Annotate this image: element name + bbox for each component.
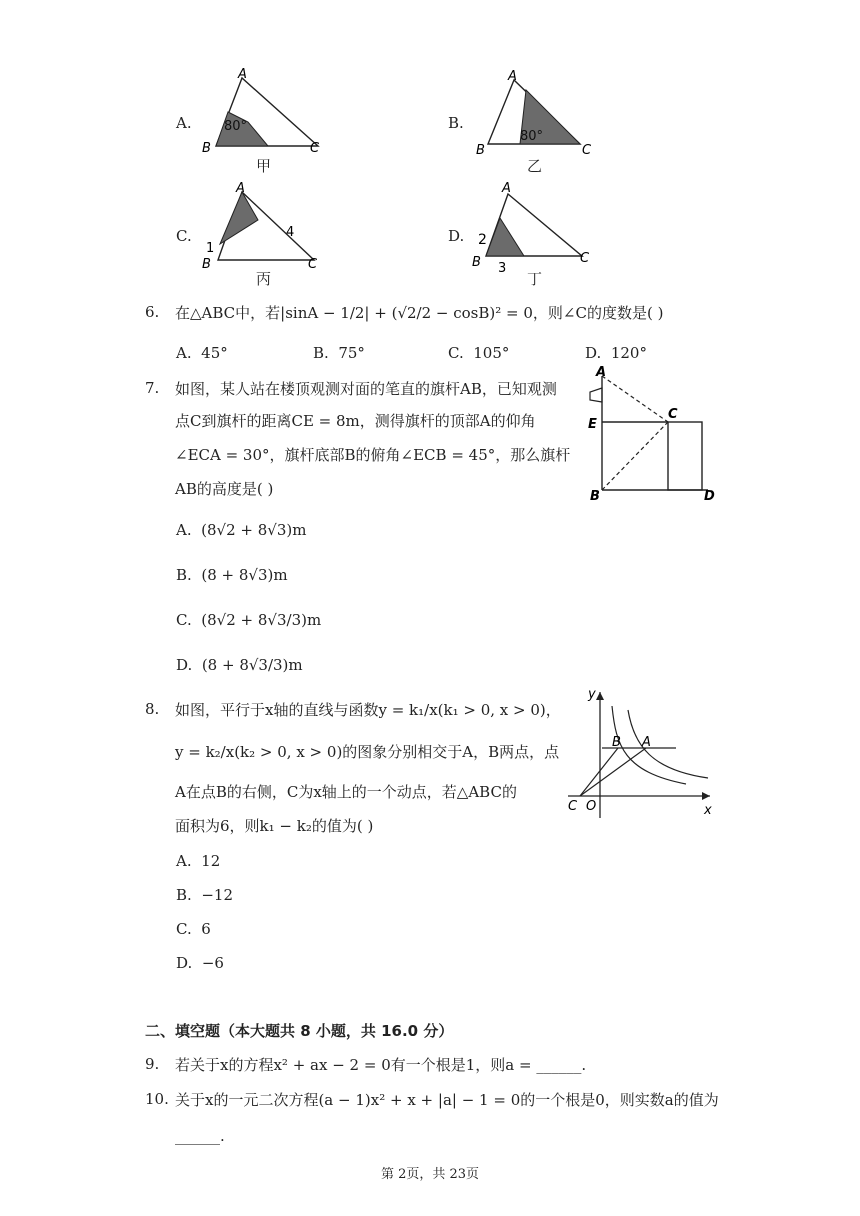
q8-fig-x: x — [704, 803, 712, 818]
q8-fig-b: B — [612, 735, 621, 750]
q6-option-a: A. 45° — [176, 344, 228, 362]
q5-figure-bing — [198, 180, 328, 280]
ding-pt-a: A — [502, 181, 511, 196]
q8-hyperbola-figure — [562, 684, 722, 824]
q8-option-a: A. 12 — [176, 852, 221, 870]
q9-number: 9. — [145, 1055, 160, 1073]
q8-option-d: D. −6 — [176, 954, 224, 972]
yi-pt-a: A — [508, 69, 517, 84]
q6-option-d: D. 120° — [585, 344, 647, 362]
q5-caption-yi: 乙 — [527, 157, 543, 175]
q9-text: 若关于x的方程x² + ax − 2 = 0有一个根是1，则a = ______. — [175, 1056, 587, 1074]
page-footer: 第 2页，共 23页 — [380, 1167, 480, 1182]
q5-caption-ding: 丁 — [527, 270, 543, 288]
q10-blank: ______. — [175, 1127, 225, 1145]
q7-option-a: A. (8√2 + 8√3)m — [176, 521, 307, 539]
q10-text: 关于x的一元二次方程(a − 1)x² + x + |a| − 1 = 0的一个根是0，则实数a的值为 — [175, 1091, 719, 1109]
q5-option-d-label: D. — [448, 227, 465, 245]
q5-option-a-label: A. — [176, 114, 192, 132]
q5-caption-jia: 甲 — [256, 157, 272, 175]
q7-line-2: 点C到旗杆的距离CE = 8m，测得旗杆的顶部A的仰角 — [175, 412, 536, 430]
q7-option-b: B. (8 + 8√3)m — [176, 566, 288, 584]
q5-caption-bing: 丙 — [256, 270, 272, 288]
q7-fig-e: E — [588, 417, 597, 432]
jia-pt-c: C — [310, 141, 320, 156]
ding-pt-c: C — [580, 251, 590, 266]
q8-fig-y: y — [588, 687, 596, 702]
q6-text: 在△ABC中，若|sinA − 1/2| + (√2/2 − cosB)² = 0，则∠C的度数是( ) — [175, 304, 664, 322]
bing-pt-b: B — [202, 257, 211, 272]
q7-line-3: ∠ECA = 30°，旗杆底部B的俯角∠ECB = 45°，那么旗杆 — [175, 446, 571, 464]
yi-pt-b: B — [476, 143, 485, 158]
bing-side-4: 4 — [286, 225, 295, 240]
ding-side-3: 3 — [498, 261, 507, 276]
jia-pt-b: B — [202, 141, 211, 156]
yi-pt-c: C — [582, 143, 592, 158]
ding-pt-b: B — [472, 255, 481, 270]
q7-option-c: C. (8√2 + 8√3/3)m — [176, 611, 322, 629]
q7-fig-d: D — [704, 489, 715, 504]
q7-fig-a: A — [596, 365, 607, 380]
q8-line-2: y = k₂/x(k₂ > 0, x > 0)的图象分别相交于A，B两点，点 — [175, 743, 560, 761]
bing-pt-a: A — [236, 181, 245, 196]
q8-option-c: C. 6 — [176, 920, 211, 938]
q7-number: 7. — [145, 379, 160, 397]
q8-fig-c: C — [568, 799, 578, 814]
section-2-title: 二、填空题（本大题共 8 小题，共 16.0 分） — [145, 1022, 454, 1040]
q7-flagpole-figure — [582, 364, 722, 504]
q6-option-b: B. 75° — [313, 344, 365, 362]
q7-option-d: D. (8 + 8√3/3)m — [176, 656, 303, 674]
q8-line-4: 面积为6，则k₁ − k₂的值为( ) — [175, 817, 374, 835]
q7-line-1: 如图，某人站在楼顶观测对面的笔直的旗杆AB，已知观测 — [175, 380, 557, 398]
jia-angle: 80° — [224, 119, 248, 134]
q7-line-4: AB的高度是( ) — [175, 480, 274, 498]
jia-pt-a: A — [238, 68, 247, 82]
q7-fig-c: C — [668, 407, 678, 422]
q8-line-3: A在点B的右侧，C为x轴上的一个动点，若△ABC的 — [175, 783, 517, 801]
q8-number: 8. — [145, 700, 160, 718]
q7-fig-b: B — [590, 489, 600, 504]
q6-number: 6. — [145, 303, 160, 321]
q6-option-c: C. 105° — [448, 344, 510, 362]
q8-line-1: 如图，平行于x轴的直线与函数y = k₁/x(k₁ > 0, x > 0)， — [175, 701, 561, 719]
q8-fig-a: A — [642, 735, 651, 750]
bing-pt-c: C — [308, 257, 318, 272]
q5-option-c-label: C. — [176, 227, 192, 245]
q10-number: 10. — [145, 1090, 169, 1108]
q8-fig-o: O — [586, 799, 597, 814]
q8-option-b: B. −12 — [176, 886, 233, 904]
q5-option-b-label: B. — [448, 114, 464, 132]
q5-figure-ding — [470, 180, 600, 280]
yi-angle: 80° — [520, 129, 544, 144]
bing-side-1: 1 — [206, 241, 215, 256]
ding-side-2: 2 — [478, 232, 487, 248]
